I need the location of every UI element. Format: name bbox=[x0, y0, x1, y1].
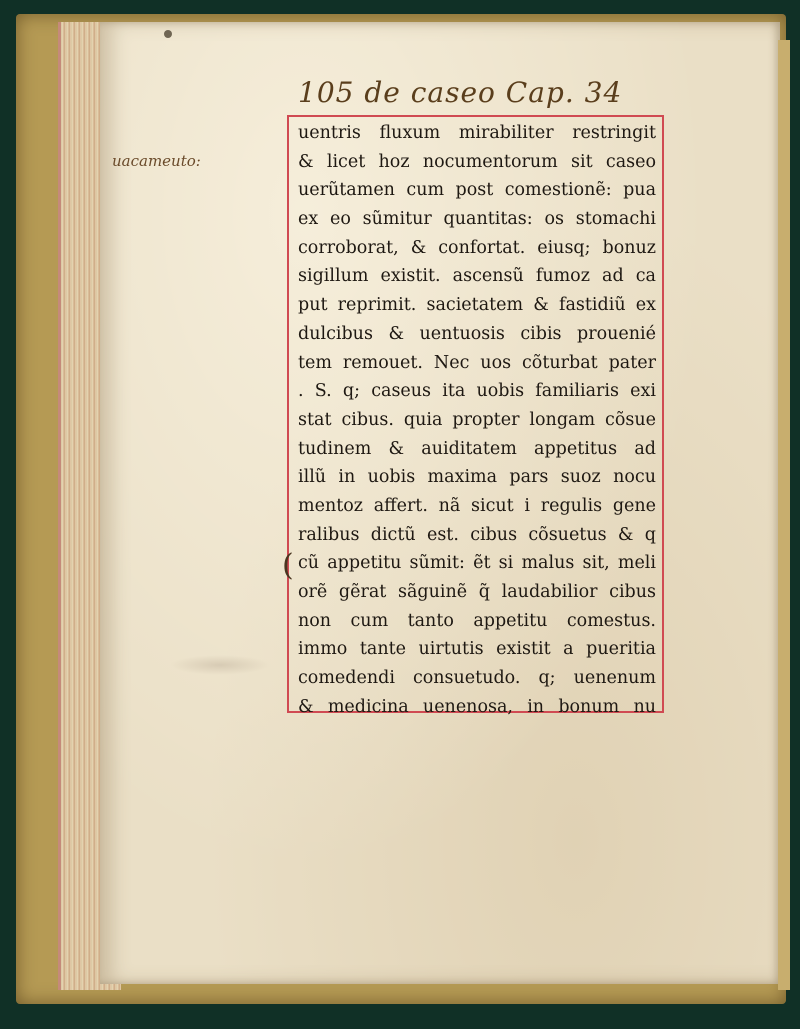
text-line: & licet hoz nocumentorum sit caseo bbox=[298, 151, 656, 172]
text-line: . S. q; caseus ita uobis familiaris exi bbox=[298, 381, 656, 402]
text-line: uerũtamen cum post comestionẽ: pua bbox=[298, 180, 656, 201]
text-line: ex eo sũmitur quantitas: os stomachi bbox=[298, 209, 656, 230]
text-line: & medicina uenenosa, in bonum nu bbox=[298, 696, 656, 717]
text-line: corroborat, & confortat. eiusq; bonuz bbox=[298, 237, 656, 258]
page-right-edge bbox=[778, 40, 790, 990]
text-line: ralibus dictũ est. cibus cõsuetus & q bbox=[298, 524, 656, 545]
ink-spot bbox=[164, 30, 172, 38]
text-line: immo tante uirtutis existit a pueritia bbox=[298, 639, 656, 660]
text-line: mentoz affert. nã sicut i regulis gene bbox=[298, 495, 656, 516]
text-line: illũ in uobis maxima pars suoz nocu bbox=[298, 467, 656, 488]
text-line: orẽ gẽrat sãguinẽ q̃ laudabilior cibus bbox=[298, 582, 656, 602]
text-line: tudinem & auiditatem appetitus ad bbox=[298, 438, 656, 459]
faded-ink-smudge bbox=[170, 655, 270, 675]
text-block bbox=[298, 119, 656, 721]
text-line: sigillum existit. ascensũ fumoz ad ca bbox=[298, 266, 656, 287]
margin-annotation: uacameuto: bbox=[112, 152, 201, 170]
text-line: stat cibus. quia propter longam cõsue bbox=[298, 409, 656, 430]
running-head: 105 de caseo Cap. 34 bbox=[298, 76, 623, 109]
text-line: comedendi consuetudo. q; uenenum bbox=[298, 668, 656, 689]
text-line: non cum tanto appetitu comestus. bbox=[298, 610, 656, 631]
text-line: uentris fluxum mirabiliter restringit bbox=[298, 123, 656, 143]
text-line: cũ appetitu sũmit: ẽt si malus sit, meli bbox=[298, 553, 656, 574]
text-line: put reprimit. sacietatem & fastidiũ ex bbox=[298, 295, 656, 316]
text-line: dulcibus & uentuosis cibis prouenié bbox=[298, 323, 656, 344]
text-line: tem remouet. Nec uos cõturbat pater bbox=[298, 352, 656, 373]
handwritten-bracket-mark: ( bbox=[282, 548, 294, 583]
